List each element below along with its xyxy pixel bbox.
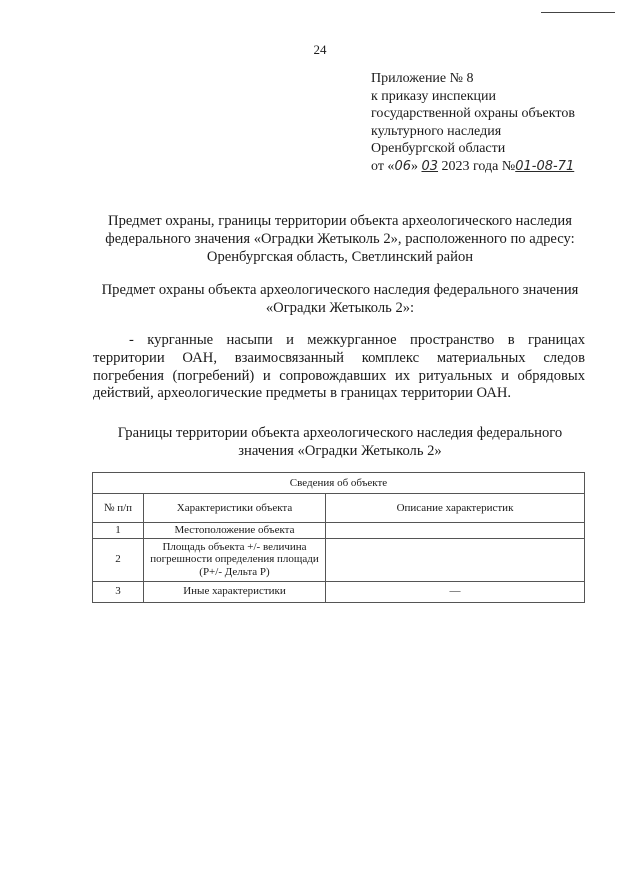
- row-num: 1: [93, 523, 144, 539]
- paragraph-line: действий, археологические предметы в границах территории ОАН.: [93, 385, 512, 402]
- boundaries-heading: [60, 424, 620, 460]
- header-description: Описание характеристик: [326, 494, 585, 523]
- date-mid: »: [410, 158, 422, 174]
- row-num: 2: [93, 538, 144, 581]
- boundaries-line: Границы территории объекта археологического наследия федерального: [117, 425, 563, 441]
- paragraph-line: погребения (погребений) и сопровождавших их ритуальных и обрядовых: [93, 367, 585, 384]
- top-rule: [541, 12, 615, 13]
- row-desc: —: [326, 581, 585, 602]
- date-prefix: от «: [371, 158, 395, 174]
- paragraph-line: территории ОАН, взаимосвязанный комплекс материальных следов: [93, 349, 585, 366]
- heading-line: федерального значения «Оградки Жетыколь 2», расположенного по адресу:: [105, 231, 575, 247]
- handwritten-month: 03: [421, 158, 439, 174]
- heading-line: Предмет охраны, границы территории объекта археологического наследия: [108, 213, 572, 229]
- annex-line: Оренбургской области: [371, 141, 506, 157]
- page-number: 24: [313, 42, 327, 57]
- table-row: [93, 538, 585, 581]
- annex-line: к приказу инспекции: [371, 88, 497, 104]
- annex-block: [371, 70, 575, 176]
- row-name: Иные характеристики: [144, 581, 326, 602]
- header-characteristic: Характеристики объекта: [144, 494, 326, 523]
- heading-line: Оренбургская область, Светлинский район: [206, 249, 474, 265]
- row-num: 3: [93, 581, 144, 602]
- object-info-table: [92, 472, 585, 603]
- header-num: № п/п: [93, 494, 144, 523]
- annex-line: государственной охраны объектов: [371, 106, 575, 122]
- annex-date-line: [371, 158, 575, 176]
- subject-paragraph: [93, 332, 585, 403]
- document-heading: [60, 212, 620, 266]
- table-row: [93, 581, 585, 602]
- handwritten-day: 06: [394, 158, 411, 174]
- paragraph-line: - курганные насыпи и межкурганное пространство в границах: [129, 332, 585, 348]
- row-desc: [326, 523, 585, 539]
- table-caption: Сведения об объекте: [93, 473, 585, 494]
- subject-line: «Оградки Жетыколь 2»:: [265, 300, 415, 316]
- row-desc: [326, 538, 585, 581]
- annex-line: культурного наследия: [371, 123, 502, 139]
- annex-line: Приложение № 8: [371, 71, 474, 86]
- handwritten-order-number: 01-08-71: [515, 158, 575, 174]
- subject-line: Предмет охраны объекта археологического наследия федерального значения: [101, 282, 579, 298]
- table-row: [93, 523, 585, 539]
- row-name: Местоположение объекта: [144, 523, 326, 539]
- row-name: Площадь объекта +/- величина погрешности определения площади (Р+/- Дельта Р): [144, 538, 326, 581]
- subject-heading: [60, 281, 620, 317]
- boundaries-line: значения «Оградки Жетыколь 2»: [238, 443, 442, 459]
- date-year: 2023 года №: [438, 158, 516, 174]
